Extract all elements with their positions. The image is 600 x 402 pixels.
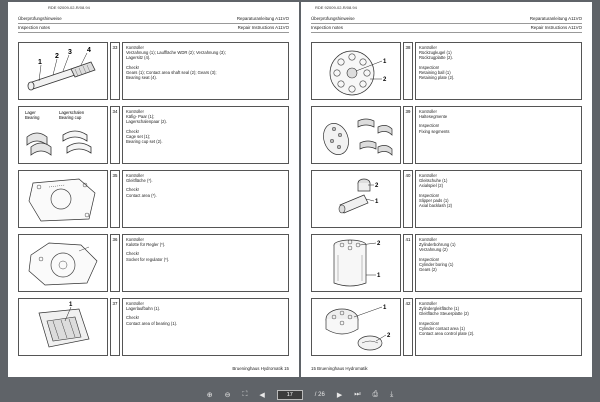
inspection-row (18, 298, 289, 358)
left-page (8, 2, 299, 377)
inspection-text (122, 298, 289, 356)
inspection-row (18, 170, 289, 230)
text-line: Gleitfläche Steuerplatte (2) (419, 311, 469, 317)
document-code: RDE 92009-02-R/08.94 (315, 5, 357, 10)
text-line: Axialspiel (2) (419, 183, 443, 189)
illustration-label: Lagerschalen (59, 110, 85, 115)
callout-label: 1 (69, 302, 73, 308)
step-number: 33 (110, 42, 120, 100)
bearing-race-illustration (18, 298, 108, 356)
title-german: Reparaturanleitung A11VO (236, 16, 289, 21)
step-number: 40 (403, 170, 413, 228)
inspection-text (122, 234, 289, 292)
header-rule (18, 32, 289, 33)
step-number: 39 (403, 106, 413, 164)
text-line: Zylinderbohrung (1) (419, 242, 456, 248)
download-icon[interactable]: ⤓ (390, 390, 394, 398)
last-page-icon[interactable]: ⏭ (354, 390, 361, 398)
housing-illustration (18, 170, 108, 228)
inspection-text (415, 170, 582, 228)
text-line: Inspection! (419, 192, 440, 198)
text-line: Inspection! (419, 256, 440, 262)
callout-label: 3 (68, 49, 72, 56)
control-plate-illustration (311, 298, 401, 356)
callout-label: 2 (375, 183, 379, 189)
text-line: Gleitschuhe (1) (419, 178, 448, 184)
zoom-out-icon[interactable]: ⊖ (224, 391, 231, 399)
inspection-text (122, 170, 289, 228)
text-line: Kontrolle! (419, 301, 437, 306)
header-german: Überprüfungshinweise (18, 16, 62, 21)
text-line: Kontrolle! (419, 109, 437, 114)
fixing-segments-illustration (311, 106, 401, 164)
text-line: Kontrolle! (126, 301, 144, 306)
text-line: Rückzugkugel (1) (419, 50, 452, 56)
inspection-text (415, 298, 582, 356)
text-line: Gears (2) (419, 267, 437, 273)
text-line: Gears (1); Contact area shaft seal (2); Gears (3); (126, 69, 217, 75)
step-number: 38 (403, 42, 413, 100)
inspection-text (415, 42, 582, 100)
callout-label: 2 (387, 333, 391, 339)
slipper-pads-illustration (311, 170, 401, 228)
inspection-row (311, 42, 582, 102)
page-number-input[interactable]: 17 (277, 390, 303, 400)
text-line: Contact area of bearing (1). (126, 320, 178, 326)
text-line: Socket for regulator (*). (126, 256, 170, 262)
inspection-text (415, 234, 582, 292)
retaining-plate-illustration (311, 42, 401, 100)
inspection-row (311, 298, 582, 358)
text-line: Zylindergleitfläche (1) (419, 306, 460, 312)
illustration-label: Bearing (25, 115, 40, 120)
callout-label: 2 (383, 77, 387, 83)
text-line: Kontrolle! (126, 45, 144, 50)
text-line: Check! (126, 187, 140, 193)
illustration-label: Lager (25, 110, 36, 115)
callout-label: 4 (87, 47, 91, 54)
text-line: Lagersitz (4). (126, 55, 151, 61)
inspection-text (122, 106, 289, 164)
page-footer: 15 Brueninghaus Hydromatik (311, 366, 368, 371)
right-page (301, 2, 592, 377)
callout-label: 2 (55, 53, 59, 60)
text-line: Kalotte für Regler (*). (126, 242, 166, 248)
text-line: Rückzugplatte (2). (419, 55, 453, 61)
inspection-row (18, 106, 289, 166)
callout-label: 1 (377, 273, 381, 279)
text-line: Check! (126, 315, 140, 321)
inspection-text (122, 42, 289, 100)
viewer-toolbar (150, 389, 450, 400)
text-line: Kontrolle! (126, 173, 144, 178)
step-number: 37 (110, 298, 120, 356)
cylinder-illustration (311, 234, 401, 292)
step-number: 36 (110, 234, 120, 292)
header-english: Inspection notes (18, 25, 50, 30)
text-line: Contact area control plate (2). (419, 331, 475, 337)
header-rule (18, 23, 289, 24)
inspection-row (18, 42, 289, 102)
text-line: Kontrolle! (419, 237, 437, 242)
zoom-in-icon[interactable]: ⊕ (206, 391, 213, 399)
step-number: 34 (110, 106, 120, 164)
callout-label: 1 (383, 59, 387, 65)
text-line: Verzahnung (1); Lauffläche WDR (2); Verzahnung (3); (126, 50, 226, 56)
text-line: Kontrolle! (419, 45, 437, 50)
text-line: Bearing seat (4). (126, 75, 157, 81)
inspection-row (18, 234, 289, 294)
text-line: Lagerschalenpaar (2). (126, 119, 167, 125)
text-line: Check! (126, 64, 140, 70)
inspection-row (311, 234, 582, 294)
callout-label: 1 (375, 199, 379, 205)
callout-label: 1 (38, 59, 42, 66)
text-line: Kontrolle! (419, 173, 437, 178)
text-line: Retaining ball (1) (419, 69, 451, 75)
text-line: Contact area (*). (126, 192, 157, 198)
text-line: Fixing segments (419, 128, 450, 134)
header-english: Inspection notes (311, 25, 343, 30)
page-total: / 26 (314, 391, 325, 398)
page-footer: Brueninghaus Hydromatik 15 (232, 366, 289, 371)
inspection-text (415, 106, 582, 164)
callout-label: 2 (377, 241, 381, 247)
text-line: Haltesegmente (419, 114, 448, 120)
text-line: Verzahnung (2) (419, 247, 448, 253)
title-german: Reparaturanleitung A11VO (529, 16, 582, 21)
text-line: Käfig- Paar (1); (126, 114, 155, 120)
step-number: 42 (403, 298, 413, 356)
text-line: Check! (126, 128, 140, 134)
header-german: Überprüfungshinweise (311, 16, 355, 21)
text-line: Inspection! (419, 123, 440, 129)
text-line: Slipper pads (1) (419, 197, 449, 203)
inspection-row (311, 170, 582, 230)
text-line: Inspection! (419, 320, 440, 326)
title-english: Repair Instructions A11VO (530, 25, 582, 30)
text-line: Cylinder boring (1) (419, 261, 454, 267)
title-english: Repair Instructions A11VO (237, 25, 289, 30)
regulator-housing-illustration (18, 234, 108, 292)
text-line: Check! (126, 251, 140, 257)
text-line: Retaining plate (2). (419, 75, 455, 81)
bearing-illustration (18, 106, 108, 164)
text-line: Lagerlaufbahn (1). (126, 306, 161, 312)
fit-page-icon[interactable]: ⛶ (242, 390, 248, 398)
text-line: Kontrolle! (126, 109, 144, 114)
text-line: Cage set (1); (126, 133, 151, 139)
text-line: Kontrolle! (126, 237, 144, 242)
text-line: Bearing cup set (2). (126, 139, 163, 145)
shaft-illustration (18, 42, 108, 100)
inspection-row (311, 106, 582, 166)
step-number: 41 (403, 234, 413, 292)
header-rule (311, 23, 582, 24)
document-code: RDE 92009-02-R/08.94 (48, 5, 90, 10)
step-number: 35 (110, 170, 120, 228)
illustration-label: Bearing cup (59, 115, 82, 120)
header-rule (311, 32, 582, 33)
print-icon[interactable]: ⎙ (372, 390, 379, 398)
previous-page-icon[interactable]: ◀ (259, 391, 265, 399)
text-line: Cylinder contact area (1) (419, 325, 465, 331)
next-page-icon[interactable]: ▶ (336, 391, 343, 399)
callout-label: 1 (383, 305, 387, 311)
text-line: Gleitfläche (*). (126, 178, 153, 184)
text-line: Axial backlash (2) (419, 203, 453, 209)
text-line: Inspection! (419, 64, 440, 70)
